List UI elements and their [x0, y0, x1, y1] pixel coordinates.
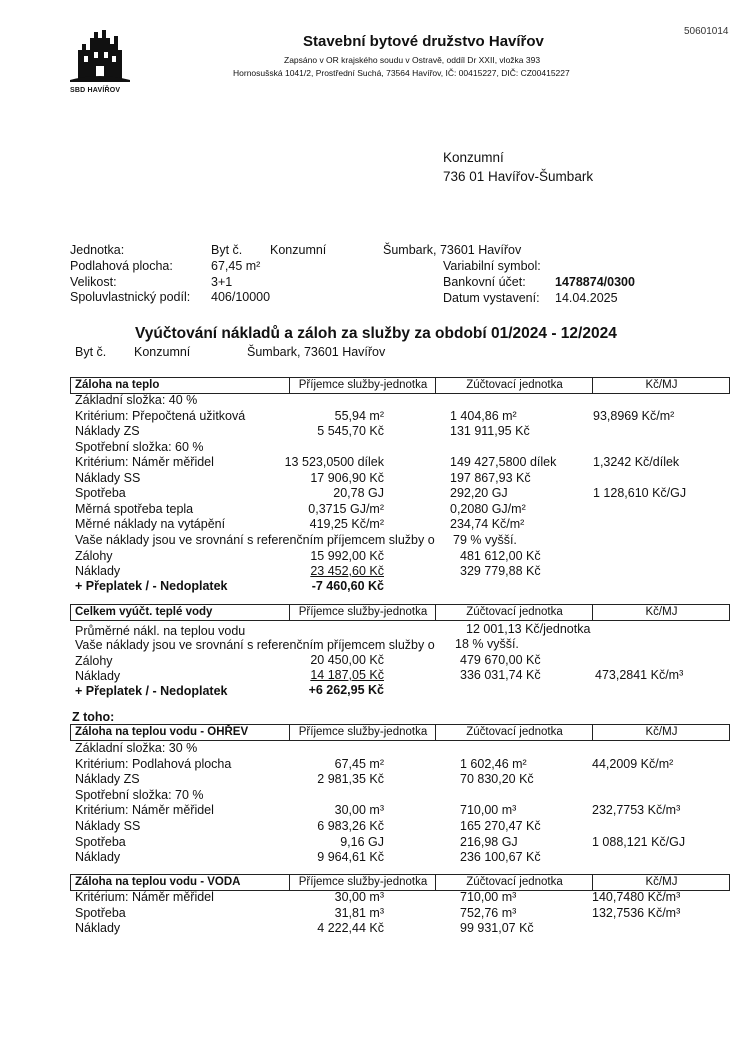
teplo-header — [70, 377, 730, 394]
ohrev-row-kcmj: 44,2009 Kč/m² — [592, 756, 674, 771]
ucet-label: Bankovní účet: — [443, 275, 526, 289]
tuv-result-label: + Přeplatek / - Nedoplatek — [75, 684, 228, 698]
col-zuctovaci: Zúčtovací jednotka — [435, 875, 593, 890]
tuv-avg: 12 001,13 Kč/jednotka — [466, 622, 591, 636]
tuv-compare: Vaše náklady jsou ve srovnání s referenčním příjemcem služby o — [75, 638, 435, 652]
teplo-naklady: 23 452,60 Kč — [310, 564, 384, 578]
tuv-zalohy: 20 450,00 Kč — [310, 653, 384, 667]
logo-text: SBD HAVÍŘOV — [70, 87, 121, 94]
tuv-avg-label: Průměrné nákl. na teplou vodu — [75, 624, 246, 638]
teplo-row-zuctovaci: 197 867,93 Kč — [450, 470, 531, 485]
datum-label: Datum vystavení: — [443, 291, 540, 305]
podil-value: 406/10000 — [211, 290, 271, 304]
teplo-row-label: Náklady SS — [75, 470, 141, 485]
subtitle-byt: Byt č. — [75, 345, 107, 359]
ohrev-row-prijemce: 2 981,35 Kč — [317, 772, 384, 787]
ohrev-row-zuctovaci: 710,00 m³ — [460, 803, 517, 818]
ohrev-row-zuctovaci: 216,98 GJ — [460, 834, 518, 849]
recipient-line1: Konzumní — [443, 150, 504, 165]
ohrev-row-prijemce: 9 964,61 Kč — [317, 850, 384, 865]
ohrev-title: Záloha na teplou vodu - OHŘEV — [75, 726, 249, 738]
teplo-naklady-z: 329 779,88 Kč — [460, 564, 541, 578]
teplo-result-label: + Přeplatek / - Nedoplatek — [75, 579, 228, 593]
vs-label: Variabilní symbol: — [443, 259, 541, 273]
teplo-row-zuctovaci: 0,2080 GJ/m² — [450, 501, 526, 516]
subtitle-street: Konzumní — [134, 345, 191, 359]
ohrev-row-prijemce: 9,16 GJ — [340, 834, 384, 849]
teplo-row-zuctovaci: 131 911,95 Kč — [450, 424, 530, 438]
ohrev-row-zuctovaci: 236 100,67 Kč — [460, 850, 541, 865]
teplo-row-kcmj: 93,8969 Kč/m² — [593, 408, 675, 423]
teplo-naklady-label: Náklady — [75, 564, 121, 578]
teplo-row-zuctovaci: 234,74 Kč/m² — [450, 517, 525, 531]
teplo-compare-value: 79 % vyšší. — [453, 533, 517, 547]
velikost-label: Velikost: — [70, 275, 117, 289]
col-kcmj: Kč/MJ — [592, 378, 730, 393]
voda-row-zuctovaci: 99 931,07 Kč — [460, 921, 534, 935]
page-title: Vyúčtování nákladů a záloh za služby za období 01/2024 - 12/2024 — [135, 325, 617, 342]
voda-row-zuctovaci: 710,00 m³ — [460, 890, 517, 904]
castle-logo-icon — [70, 28, 130, 82]
byt-label: Byt č. — [211, 243, 243, 257]
col-zuctovaci: Zúčtovací jednotka — [435, 725, 593, 740]
unit-city: Šumbark, 73601 Havířov — [383, 243, 522, 257]
teplo-row-label: Náklady ZS — [75, 424, 140, 438]
col-prijemce: Příjemce služby-jednotka — [289, 875, 436, 890]
ohrev-row-zuctovaci: 1 602,46 m² — [460, 756, 527, 771]
datum-value: 14.04.2025 — [555, 291, 618, 305]
teplo-zalohy: 15 992,00 Kč — [310, 549, 384, 563]
company-name: Stavební bytové družstvo Havířov — [303, 33, 544, 50]
tuv-zalohy-z: 479 670,00 Kč — [460, 653, 541, 667]
ohrev-row-prijemce: 67,45 m² — [334, 756, 384, 771]
ohrev-row-label: Základní složka: 30 % — [75, 741, 198, 755]
teplo-result: -7 460,60 Kč — [311, 579, 384, 593]
recipient-line2: 736 01 Havířov-Šumbark — [443, 169, 594, 184]
teplo-row-prijemce: 55,94 m² — [334, 408, 384, 423]
ohrev-row-label: Spotřební složka: 70 % — [75, 787, 204, 802]
tuv-naklady: 14 187,05 Kč — [310, 668, 384, 682]
voda-row-label: Náklady — [75, 921, 121, 935]
voda-row-label: Spotřeba — [75, 905, 126, 920]
teplo-title: Záloha na teplo — [75, 379, 160, 391]
voda-row-prijemce: 4 222,44 Kč — [317, 921, 384, 935]
ohrev-row-prijemce: 6 983,26 Kč — [317, 819, 384, 833]
ohrev-row-zuctovaci: 70 830,20 Kč — [460, 772, 534, 787]
tuv-zalohy-label: Zálohy — [75, 654, 113, 668]
voda-row-kcmj: 140,7480 Kč/m³ — [592, 890, 681, 904]
tuv-title: Celkem vyúčt. teplé vody — [75, 606, 213, 618]
unit-street: Konzumní — [270, 243, 327, 257]
ohrev-row-label: Náklady ZS — [75, 772, 140, 787]
ohrev-row-kcmj: 232,7753 Kč/m³ — [592, 803, 681, 818]
teplo-row-zuctovaci: 1 404,86 m² — [450, 408, 517, 423]
voda-row-prijemce: 30,00 m³ — [334, 890, 384, 904]
voda-row-kcmj: 132,7536 Kč/m³ — [592, 905, 681, 920]
company-logo — [70, 28, 130, 94]
teplo-row-prijemce: 17 906,90 Kč — [310, 470, 384, 485]
plocha-label: Podlahová plocha: — [70, 259, 173, 273]
teplo-row-label: Měrné náklady na vytápění — [75, 517, 226, 531]
subtitle-city: Šumbark, 73601 Havířov — [247, 345, 386, 359]
tuv-result: +6 262,95 Kč — [308, 683, 384, 697]
col-kcmj: Kč/MJ — [592, 725, 730, 740]
col-zuctovaci: Zúčtovací jednotka — [435, 605, 593, 620]
teplo-row-prijemce: 419,25 Kč/m² — [309, 517, 384, 531]
plocha-value: 67,45 m² — [211, 259, 261, 273]
ohrev-row-label: Kritérium: Podlahová plocha — [75, 756, 232, 771]
ohrev-row-label: Náklady — [75, 850, 121, 865]
voda-row-label: Kritérium: Náměr měřidel — [75, 890, 214, 904]
podil-label: Spoluvlastnický podíl: — [70, 290, 191, 304]
teplo-row-zuctovaci: 149 427,5800 dílek — [450, 455, 557, 469]
teplo-row-label: Spotřeba — [75, 486, 126, 500]
company-address: Hornosušská 1041/2, Prostřední Suchá, 73564 Havířov, IČ: 00415227, DIČ: CZ00415227 — [233, 68, 570, 78]
ohrev-row-label: Kritérium: Náměr měřidel — [75, 803, 214, 818]
teplo-row-prijemce: 20,78 GJ — [333, 486, 384, 500]
z-toho-label: Z toho: — [72, 710, 115, 724]
teplo-row-prijemce: 13 523,0500 dílek — [284, 455, 384, 469]
teplo-row-kcmj: 1,3242 Kč/dílek — [593, 455, 680, 469]
col-kcmj: Kč/MJ — [592, 875, 730, 890]
tuv-naklady-z: 336 031,74 Kč — [460, 668, 541, 682]
teplo-zalohy-label: Zálohy — [75, 549, 113, 563]
col-kcmj: Kč/MJ — [592, 605, 730, 620]
teplo-row-prijemce: 0,3715 GJ/m² — [308, 501, 384, 516]
tuv-naklady-label: Náklady — [75, 669, 121, 683]
col-prijemce: Příjemce služby-jednotka — [289, 605, 436, 620]
velikost-value: 3+1 — [211, 275, 233, 289]
teplo-compare: Vaše náklady jsou ve srovnání s referenčním příjemcem služby o — [75, 533, 435, 547]
teplo-zalohy-z: 481 612,00 Kč — [460, 549, 541, 563]
col-prijemce: Příjemce služby-jednotka — [289, 725, 436, 740]
teplo-row-label: Kritérium: Přepočtená užitková — [75, 408, 246, 423]
ucet-value: 1478874/0300 — [555, 275, 635, 289]
ohrev-header — [70, 724, 730, 741]
teplo-row-label: Základní složka: 40 % — [75, 393, 198, 407]
tuv-header — [70, 604, 730, 621]
col-zuctovaci: Zúčtovací jednotka — [435, 378, 593, 393]
document-id: 50601014 — [684, 26, 729, 37]
ohrev-row-zuctovaci: 165 270,47 Kč — [460, 819, 541, 833]
ohrev-row-kcmj: 1 088,121 Kč/GJ — [592, 834, 686, 849]
col-prijemce: Příjemce služby-jednotka — [289, 378, 436, 393]
tuv-compare-value: 18 % vyšší. — [455, 637, 519, 651]
voda-title: Záloha na teplou vodu - VODA — [75, 876, 241, 888]
ohrev-row-label: Náklady SS — [75, 819, 141, 833]
teplo-row-label: Kritérium: Náměr měřidel — [75, 455, 214, 469]
teplo-row-zuctovaci: 292,20 GJ — [450, 486, 508, 500]
teplo-row-prijemce: 5 545,70 Kč — [317, 424, 384, 438]
teplo-row-label: Měrná spotřeba tepla — [75, 501, 194, 516]
teplo-row-kcmj: 1 128,610 Kč/GJ — [593, 486, 687, 500]
teplo-row-label: Spotřební složka: 60 % — [75, 439, 204, 454]
tuv-naklady-mj: 473,2841 Kč/m³ — [595, 668, 684, 682]
jednotka-label: Jednotka: — [70, 243, 125, 257]
company-registration: Zapsáno v OR krajského soudu v Ostravě, oddíl Dr XXII, vložka 393 — [284, 55, 541, 65]
voda-row-zuctovaci: 752,76 m³ — [460, 905, 517, 920]
ohrev-row-label: Spotřeba — [75, 834, 126, 849]
voda-header — [70, 874, 730, 891]
voda-row-prijemce: 31,81 m³ — [334, 905, 384, 920]
ohrev-row-prijemce: 30,00 m³ — [334, 803, 384, 818]
